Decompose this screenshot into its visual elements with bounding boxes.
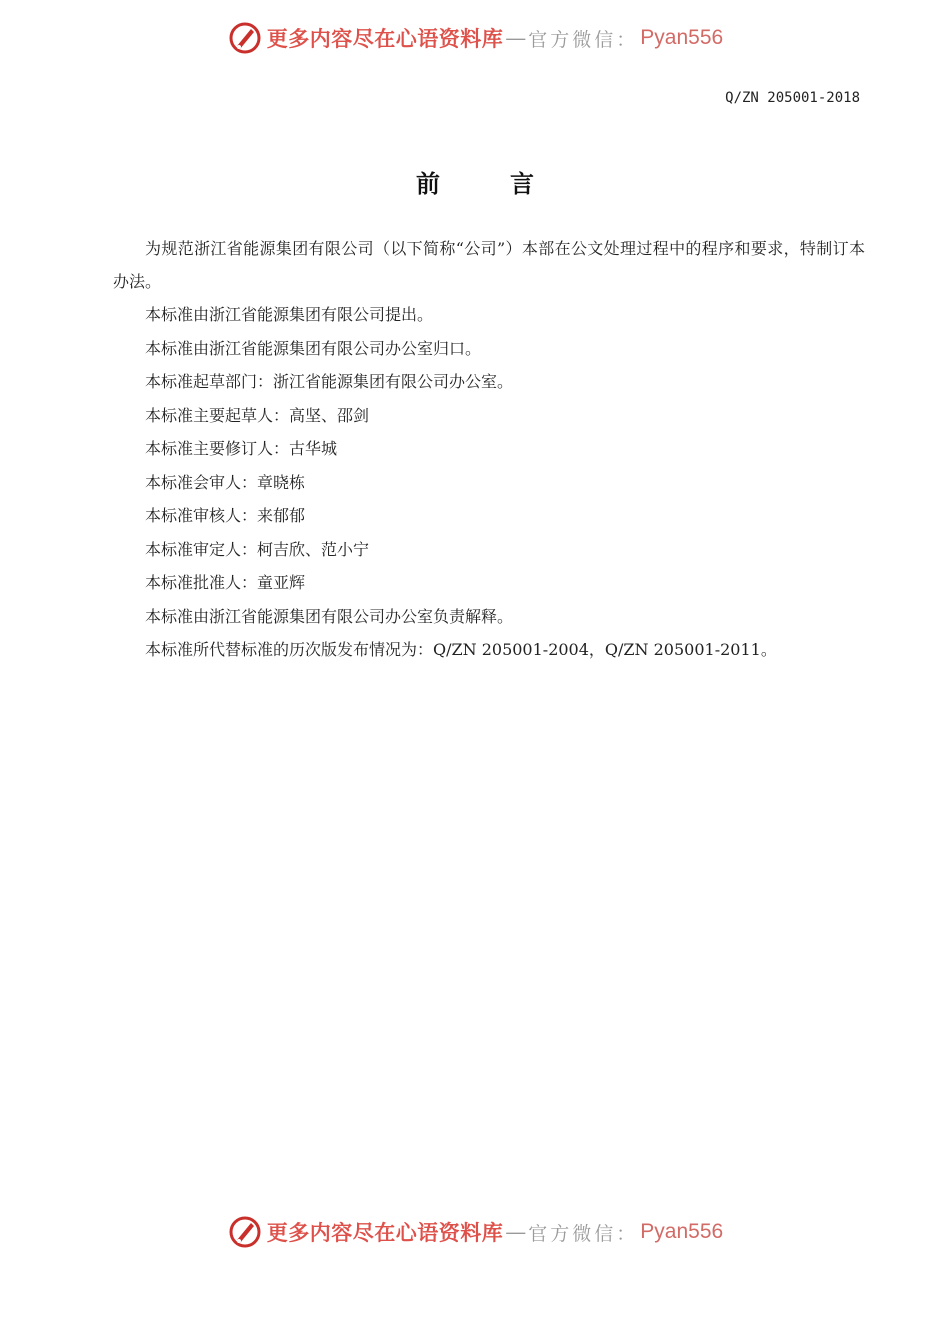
title-char-first: 前 bbox=[416, 170, 440, 198]
paragraph-replaced-standards: 本标准所代替标准的历次版发布情况为：Q/ZN 205001-2004，Q/ZN 205001-2011。 bbox=[145, 640, 777, 659]
watermark-label: 官方微信： bbox=[528, 1222, 639, 1245]
paragraph-approver-final: 本标准审定人：柯吉欣、范小宁 bbox=[145, 539, 370, 559]
paragraph-main-reviser: 本标准主要修订人：古华城 bbox=[145, 439, 338, 458]
paragraph-authorizer: 本标准批准人：童亚辉 bbox=[145, 573, 306, 592]
watermark-label: 官方微信： bbox=[528, 28, 639, 51]
watermark-separator: — bbox=[505, 26, 527, 50]
document-code: Q/ZN 205001-2018 bbox=[725, 90, 860, 106]
paragraph-drafting-dept: 本标准起草部门：浙江省能源集团有限公司办公室。 bbox=[145, 372, 514, 391]
paragraph-interpretation: 本标准由浙江省能源集团有限公司办公室负责解释。 bbox=[145, 606, 514, 626]
page-title bbox=[0, 164, 950, 199]
paragraph-main-drafters: 本标准主要起草人：高坚、邵剑 bbox=[145, 405, 370, 425]
pen-circle-icon bbox=[227, 20, 263, 56]
foreword-body bbox=[113, 232, 865, 667]
paragraph-joint-reviewer: 本标准会审人：章晓栋 bbox=[145, 472, 306, 492]
paragraph-responsible-dept: 本标准由浙江省能源集团有限公司办公室归口。 bbox=[145, 338, 482, 358]
paragraph-intro: 为规范浙江省能源集团有限公司（以下简称“公司”）本部在公文处理过程中的程序和要求，特制订本办法。 bbox=[113, 239, 865, 291]
watermark-account: Pyan556 bbox=[640, 1220, 724, 1243]
paragraph-proposer: 本标准由浙江省能源集团有限公司提出。 bbox=[145, 305, 434, 324]
watermark-main-text: 更多内容尽在心语资料库 bbox=[266, 26, 504, 51]
watermark-account: Pyan556 bbox=[640, 26, 724, 49]
watermark-banner-top bbox=[0, 16, 950, 60]
pen-circle-icon bbox=[227, 1214, 263, 1250]
watermark-main-text: 更多内容尽在心语资料库 bbox=[266, 1220, 504, 1245]
watermark-separator: — bbox=[505, 1220, 527, 1244]
paragraph-reviewer: 本标准审核人：来郁郁 bbox=[145, 506, 306, 525]
title-char-second: 言 bbox=[510, 170, 534, 198]
watermark-banner-bottom bbox=[0, 1210, 950, 1254]
